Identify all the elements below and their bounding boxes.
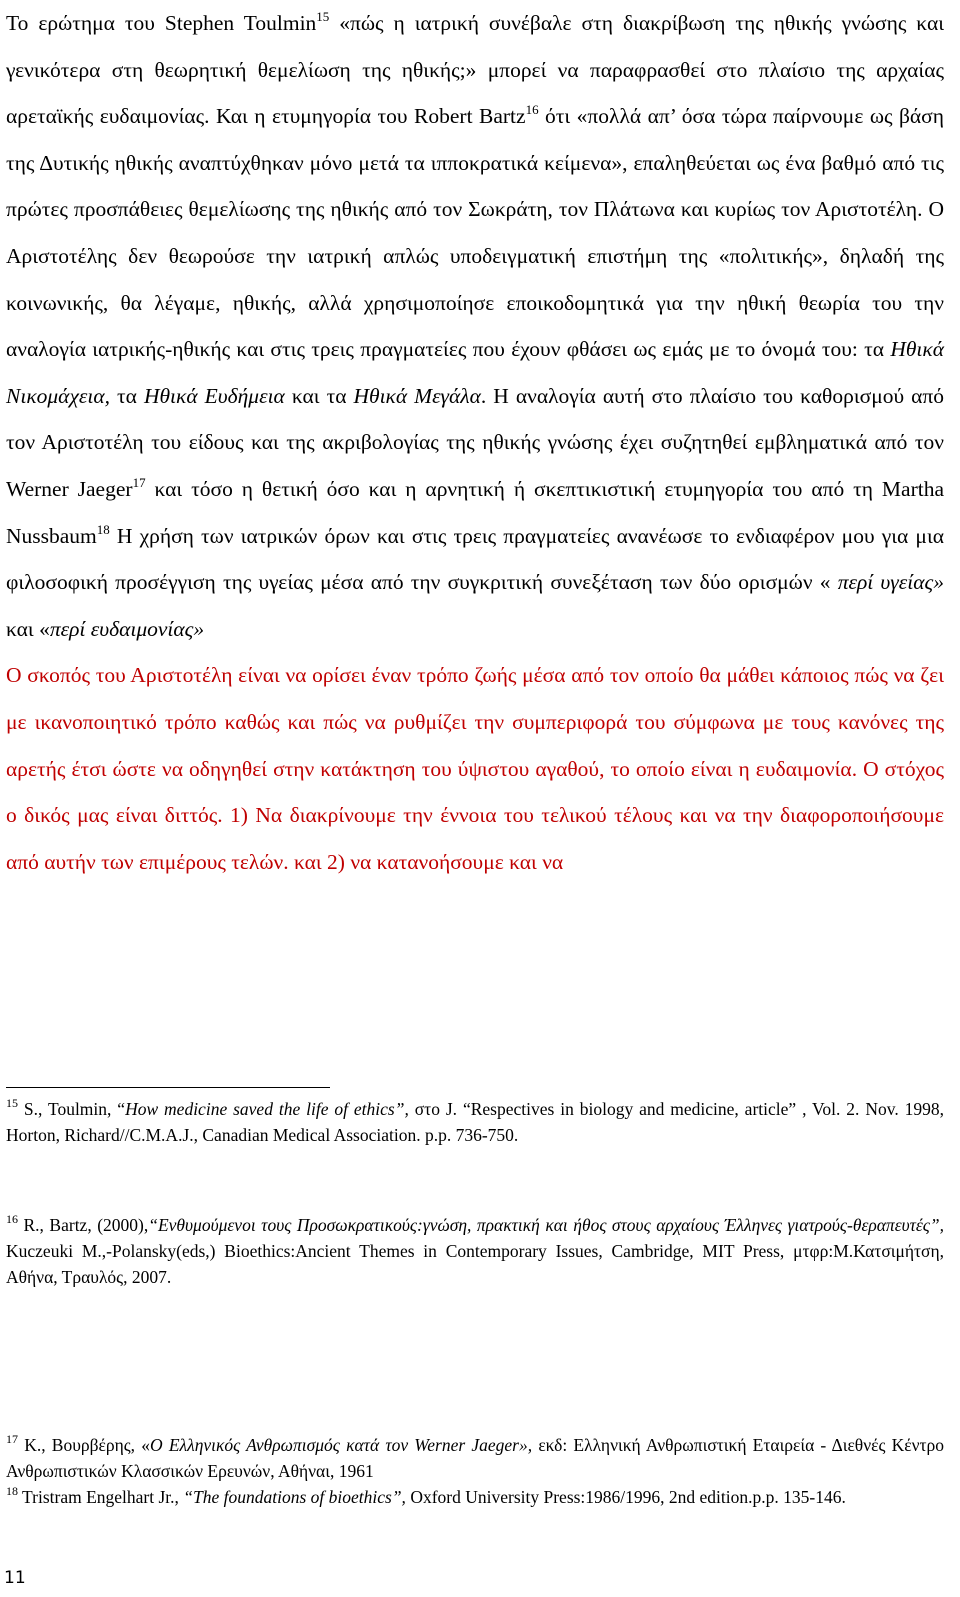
text-run: και τα [284,383,354,408]
italic-title: Ηθικά Νικομάχεια, [6,337,944,408]
text-run: R., Bartz, (2000), [18,1215,149,1235]
footnote-15 [6,1096,944,1148]
italic-title: Ο Ελληνικός Ανθρωπισμός κατά τον Werner Jaeger», [150,1435,533,1455]
document-page [6,0,944,1507]
italic-title: Ηθικά Ευδήμεια [143,383,285,408]
text-run: . Η αναλογία αυτή στο πλαίσιο του καθορισμού από τον Αριστοτέλη του είδους και της ακριβολογίας της ηθικής γνώσης έχει συζητηθεί εμβληματικά από τον Werner Jaeger [6,383,944,501]
text-run: εκδ: Ελληνική Ανθρωπιστική Εταιρεία - Διεθνές Κέντρο Ανθρωπιστικών Κλασσικών Ερευνών, Αθήναι, 1961 [6,1435,944,1481]
footnote-number: 15 [6,1096,18,1110]
footnote-number: 16 [6,1212,18,1226]
text-run: «πώς η ιατρική συνέβαλε στη διακρίβωση της ηθικής γνώσης και γενικότερα στη θεωρητική θεμελίωση της ηθικής;» μπορεί να παραφρασθεί στο πλαίσιο της αρχαίας αρεταϊκής ευδαιμονίας. Και η ετυμηγορία του Robert Bartz [6,11,944,129]
footnote-17 [6,1432,944,1484]
text-run: ότι «πολλά απ’ όσα τώρα παίρνουμε ως βάση της Δυτικής ηθικής αναπτύχθηκαν μόνο μετά τα ιπποκρατικά κείμενα», επαληθεύεται ως ένα βαθμό από τις πρώτες προσπάθειες θεμελίωσης της ηθικής από τον Σωκράτη, τον Πλάτωνα και κυρίως τον Αριστοτέλη. Ο Αριστοτέλης δεν θεωρούσε την ιατρική απλώς υποδειγματική επιστήμη της «πολιτικής», δηλαδή της κοινωνικής, θα λέγαμε, ηθικής, αλλά χρησιμοποίησε εποικοδομητικά για την ηθική θεωρία του την αναλογία ιατρικής-ηθικής και στις τρεις πραγματείες που έχουν φθάσει ως εμάς με το όνομά του: τα [6,104,944,362]
text-run: K., Βουρβέρης, « [18,1435,151,1455]
text-run: Kuczeuki M.,-Polansky(eds,) Bioethics:Ancient Themes in Contemporary Issues, Cambridge, MIT Press, μτφρ:Μ.Κατσιμήτση, Αθήνα, Τραυλός, 2007. [6,1241,944,1287]
italic-title: Ηθικά Μεγάλα [353,383,481,408]
footnote-ref-16[interactable]: 16 [525,102,539,118]
italic-term: περί υγείας» [837,570,944,595]
text-run: και τόσο η θετική όσο και η αρνητική ή σκεπτικιστική ετυμηγορία του από τη Martha Nussbaum [6,476,944,548]
italic-title: How medicine saved the life of ethics”, [125,1099,409,1119]
text-run: Tristram Engelhart Jr., [18,1487,184,1507]
italic-term: περί ευδαιμονίας» [49,616,205,641]
page-number: 11 [4,1568,26,1588]
text-run: S., Toulmin, “ [18,1099,126,1119]
footnote-18 [6,1484,944,1510]
footnote-16 [6,1212,944,1290]
footnote-ref-17[interactable]: 17 [132,474,146,490]
footnote-ref-18[interactable]: 18 [96,521,110,537]
text-run: Η χρήση των ιατρικών όρων και στις τρεις πραγματείες ανανέωσε το ενδιαφέρον μου για μια φιλοσοφική προσέγγιση της υγείας μέσα από την συγκριτική συνεξέταση των δύο ορισμών « [6,523,944,595]
highlighted-paragraph: Ο σκοπός του Αριστοτέλη είναι να ορίσει έναν τρόπο ζωής μέσα από τον οποίο θα μάθει κάποιος πώς να ζει με ικανοποιητικό τρόπο καθώς και πώς να ρυθμίζει την συμπεριφορά του σύμφωνα με τους κανόνες της αρετής έτσι ώστε να οδηγηθεί στην κατάκτηση του ύψιστου αγαθού, το οποίο είναι η ευδαιμονία. Ο στόχος ο δικός μας είναι διττός. 1) Να διακρίνουμε την έννοια του τελικού τέλους και να την διαφοροποιήσουμε από αυτήν των επιμέρους τελών. και 2) να κατανοήσουμε και να [6,663,944,874]
italic-title: “Ενθυμούμενοι τους Προσωκρατικούς:γνώση, πρακτική και ήθος στους αρχαίους Έλληνες γιατρούς-θεραπευτές”, [148,1215,944,1235]
footnote-number: 18 [6,1484,18,1498]
text-run: και « [6,616,50,641]
footnote-ref-15[interactable]: 15 [316,9,330,24]
text-run: στο J. “Respectives in biology and medicine, article” , Vol. 2. Nov. 1998, Horton, Richard//C.M.A.J., Canadian Medical Association. p.p. 736-750. [6,1099,944,1145]
text-run: Oxford University Press:1986/1996, 2nd edition.p.p. 135-146. [405,1487,846,1507]
italic-title: “The foundations of bioethics”, [183,1487,406,1507]
main-paragraph [6,0,944,652]
footnote-number: 17 [6,1432,18,1446]
text-run: Το ερώτημα του Stephen Toulmin [6,11,317,35]
text-run: τα [110,383,144,408]
footnote-separator [6,1087,330,1088]
